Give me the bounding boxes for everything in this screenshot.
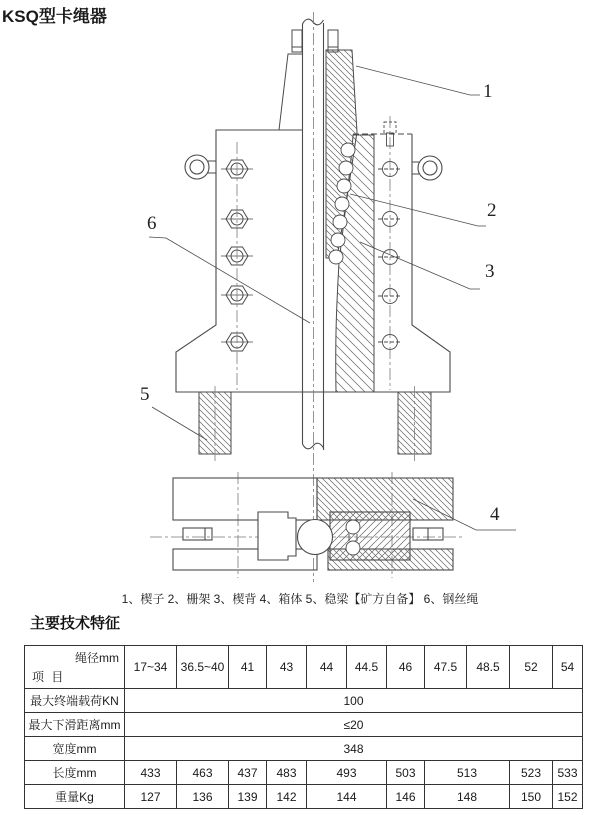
callout-3: 3 bbox=[485, 261, 495, 282]
cell: 139 bbox=[229, 785, 267, 809]
col-header: 48.5 bbox=[467, 646, 510, 689]
table-row bbox=[25, 737, 583, 761]
section-heading: 主要技术特征 bbox=[30, 615, 121, 632]
diagonal-header-cell bbox=[25, 646, 125, 689]
page-title: KSQ型卡绳器 bbox=[2, 7, 107, 26]
table-header-row bbox=[25, 646, 583, 689]
cell: 513 bbox=[425, 761, 510, 785]
cell: 523 bbox=[510, 761, 553, 785]
cell: 483 bbox=[267, 761, 307, 785]
row-label: 最大下滑距离mm bbox=[25, 713, 125, 737]
table-row bbox=[25, 689, 583, 713]
clamp-body-outline bbox=[176, 130, 450, 392]
cell: 144 bbox=[307, 785, 387, 809]
col-header: 54 bbox=[553, 646, 583, 689]
row-value: 100 bbox=[125, 689, 583, 713]
table-row bbox=[25, 785, 583, 809]
col-header: 43 bbox=[267, 646, 307, 689]
top-studs bbox=[292, 30, 338, 52]
cell: 127 bbox=[125, 785, 177, 809]
callout-5: 5 bbox=[140, 384, 150, 405]
wedge-left-half bbox=[279, 54, 303, 130]
header-rope-diameter: 绳径mm bbox=[75, 651, 119, 665]
table-row bbox=[25, 761, 583, 785]
col-header: 52 bbox=[510, 646, 553, 689]
table-row bbox=[25, 713, 583, 737]
col-header: 47.5 bbox=[425, 646, 467, 689]
cell: 146 bbox=[387, 785, 425, 809]
cell: 150 bbox=[510, 785, 553, 809]
col-header: 36.5~40 bbox=[177, 646, 229, 689]
callout-2: 2 bbox=[487, 200, 497, 221]
col-header: 46 bbox=[387, 646, 425, 689]
cell: 463 bbox=[177, 761, 229, 785]
callout-6: 6 bbox=[147, 213, 157, 234]
col-header: 44 bbox=[307, 646, 347, 689]
row-label: 长度mm bbox=[25, 761, 125, 785]
eye-bolt-left bbox=[185, 155, 216, 179]
cell: 437 bbox=[229, 761, 267, 785]
eye-bolt-right bbox=[412, 156, 442, 180]
header-item: 项 目 bbox=[32, 670, 66, 684]
row-value: 348 bbox=[125, 737, 583, 761]
row-label: 最大终端载荷KN bbox=[25, 689, 125, 713]
cell: 533 bbox=[553, 761, 583, 785]
parts-caption: 1、楔子 2、栅架 3、楔背 4、箱体 5、稳梁【矿方自备】 6、钢丝绳 bbox=[121, 592, 479, 606]
callout-4: 4 bbox=[490, 504, 500, 525]
spec-table bbox=[24, 645, 583, 809]
cell: 142 bbox=[267, 785, 307, 809]
box-section-view bbox=[173, 478, 453, 570]
callout-1: 1 bbox=[483, 81, 493, 102]
row-label: 重量Kg bbox=[25, 785, 125, 809]
wire-rope bbox=[303, 19, 324, 450]
cell: 136 bbox=[177, 785, 229, 809]
col-header: 44.5 bbox=[347, 646, 387, 689]
cell: 433 bbox=[125, 761, 177, 785]
support-beams bbox=[199, 392, 431, 454]
cell: 493 bbox=[307, 761, 387, 785]
col-header: 17~34 bbox=[125, 646, 177, 689]
row-value: ≤20 bbox=[125, 713, 583, 737]
cell: 152 bbox=[553, 785, 583, 809]
cell: 503 bbox=[387, 761, 425, 785]
row-label: 宽度mm bbox=[25, 737, 125, 761]
col-header: 41 bbox=[229, 646, 267, 689]
cell: 148 bbox=[425, 785, 510, 809]
